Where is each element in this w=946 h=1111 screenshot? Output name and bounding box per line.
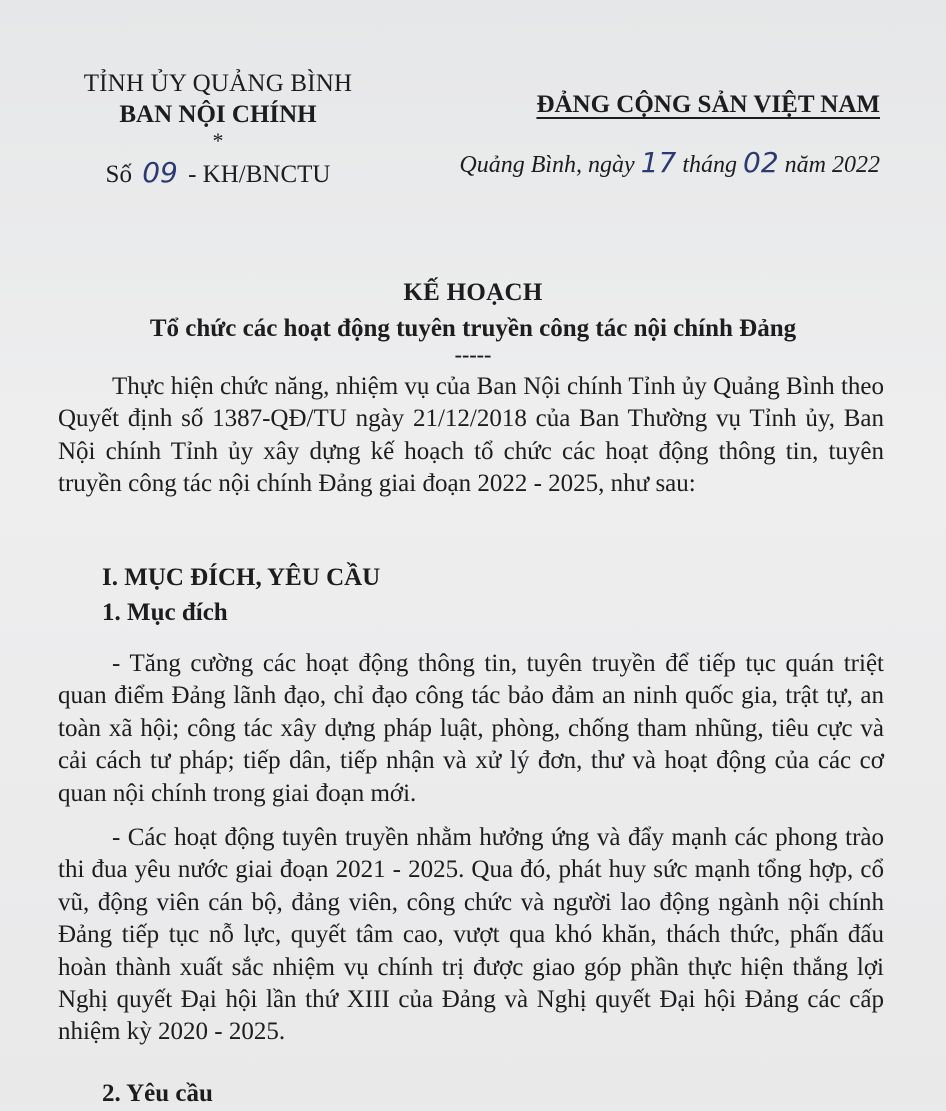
national-header-block [440, 88, 888, 179]
document-title-block [0, 276, 946, 367]
purpose-paragraph-2: - Các hoạt động tuyên truyền nhằm hưởng ứng và đẩy mạnh các phong trào thi đua yêu nước giai đoạn 2021 - 2025. Qua đó, phát huy sức mạnh tổng hợp, cổ vũ, động viên cán bộ, đảng viên, công chức và người lao động ngành nội chính Đảng tiếp tục nỗ lực, quyết tâm cao, vượt qua khó khăn, thách thức, phấn đấu hoàn thành xuất sắc nhiệm vụ chính trị được giao góp phần thực hiện thắng lợi Nghị quyết Đại hội lần thứ XIII của Đảng và Nghị quyết Đại hội Đảng các cấp nhiệm kỳ 2020 - 2025. [58, 824, 884, 1046]
province-committee-name: TỈNH ỦY QUẢNG BÌNH [83, 70, 353, 97]
document-subtitle: Tổ chức các hoạt động tuyên truyền công tác nội chính Đảng [149, 315, 797, 342]
date-month-label: tháng [682, 152, 738, 178]
department-name: BAN NỘI CHÍNH [119, 101, 317, 128]
paragraph-spacer [58, 810, 884, 822]
document-number-handwritten: 09 [142, 156, 178, 189]
document-number [58, 156, 378, 192]
document-number-prefix: Số [105, 161, 132, 188]
date-year: năm 2022 [784, 152, 880, 178]
subsection-heading-purpose: 1. Mục đích [102, 599, 228, 626]
document-title: KẾ HOẠCH [403, 279, 543, 306]
party-name: ĐẢNG CỘNG SẢN VIỆT NAM [536, 91, 880, 118]
issuing-authority-block [58, 68, 378, 192]
purpose-section-body [58, 648, 884, 1049]
intro-paragraph: Thực hiện chức năng, nhiệm vụ của Ban Nội chính Tỉnh ủy Quảng Bình theo Quyết định số 1387-QĐ/TU ngày 21/12/2018 của Ban Thường vụ Tỉnh ủy, Ban Nội chính Tỉnh ủy xây dựng kế hoạch tổ chức các hoạt động thông tin, tuyên truyền công tác nội chính Đảng giai đoạn 2022 - 2025, như sau: [58, 373, 884, 498]
separator-star: * [212, 128, 224, 153]
section-heading-purpose-requirements: I. MỤC ĐÍCH, YÊU CẦU [102, 564, 381, 591]
purpose-paragraph-1: - Tăng cường các hoạt động thông tin, tuyên truyền để tiếp tục quán triệt quan điểm Đảng lãnh đạo, chỉ đạo công tác bảo đảm an ninh quốc gia, trật tự, an toàn xã hội; công tác xây dựng pháp luật, phòng, chống tham nhũng, tiêu cực và cải cách tư pháp; tiếp dân, tiếp nhận và xử lý đơn, thư và hoạt động của các cơ quan nội chính trong giai đoạn mới. [58, 650, 884, 807]
date-month-handwritten: 02 [743, 146, 779, 179]
document-number-suffix: - KH/BNCTU [188, 161, 331, 188]
date-day-handwritten: 17 [640, 146, 677, 179]
title-divider: ----- [454, 342, 492, 367]
intro-section [58, 371, 884, 501]
place-date-line [459, 146, 880, 182]
date-prefix: Quảng Bình, ngày [459, 152, 635, 178]
subsection-heading-requirements: 2. Yêu cầu [102, 1080, 213, 1107]
